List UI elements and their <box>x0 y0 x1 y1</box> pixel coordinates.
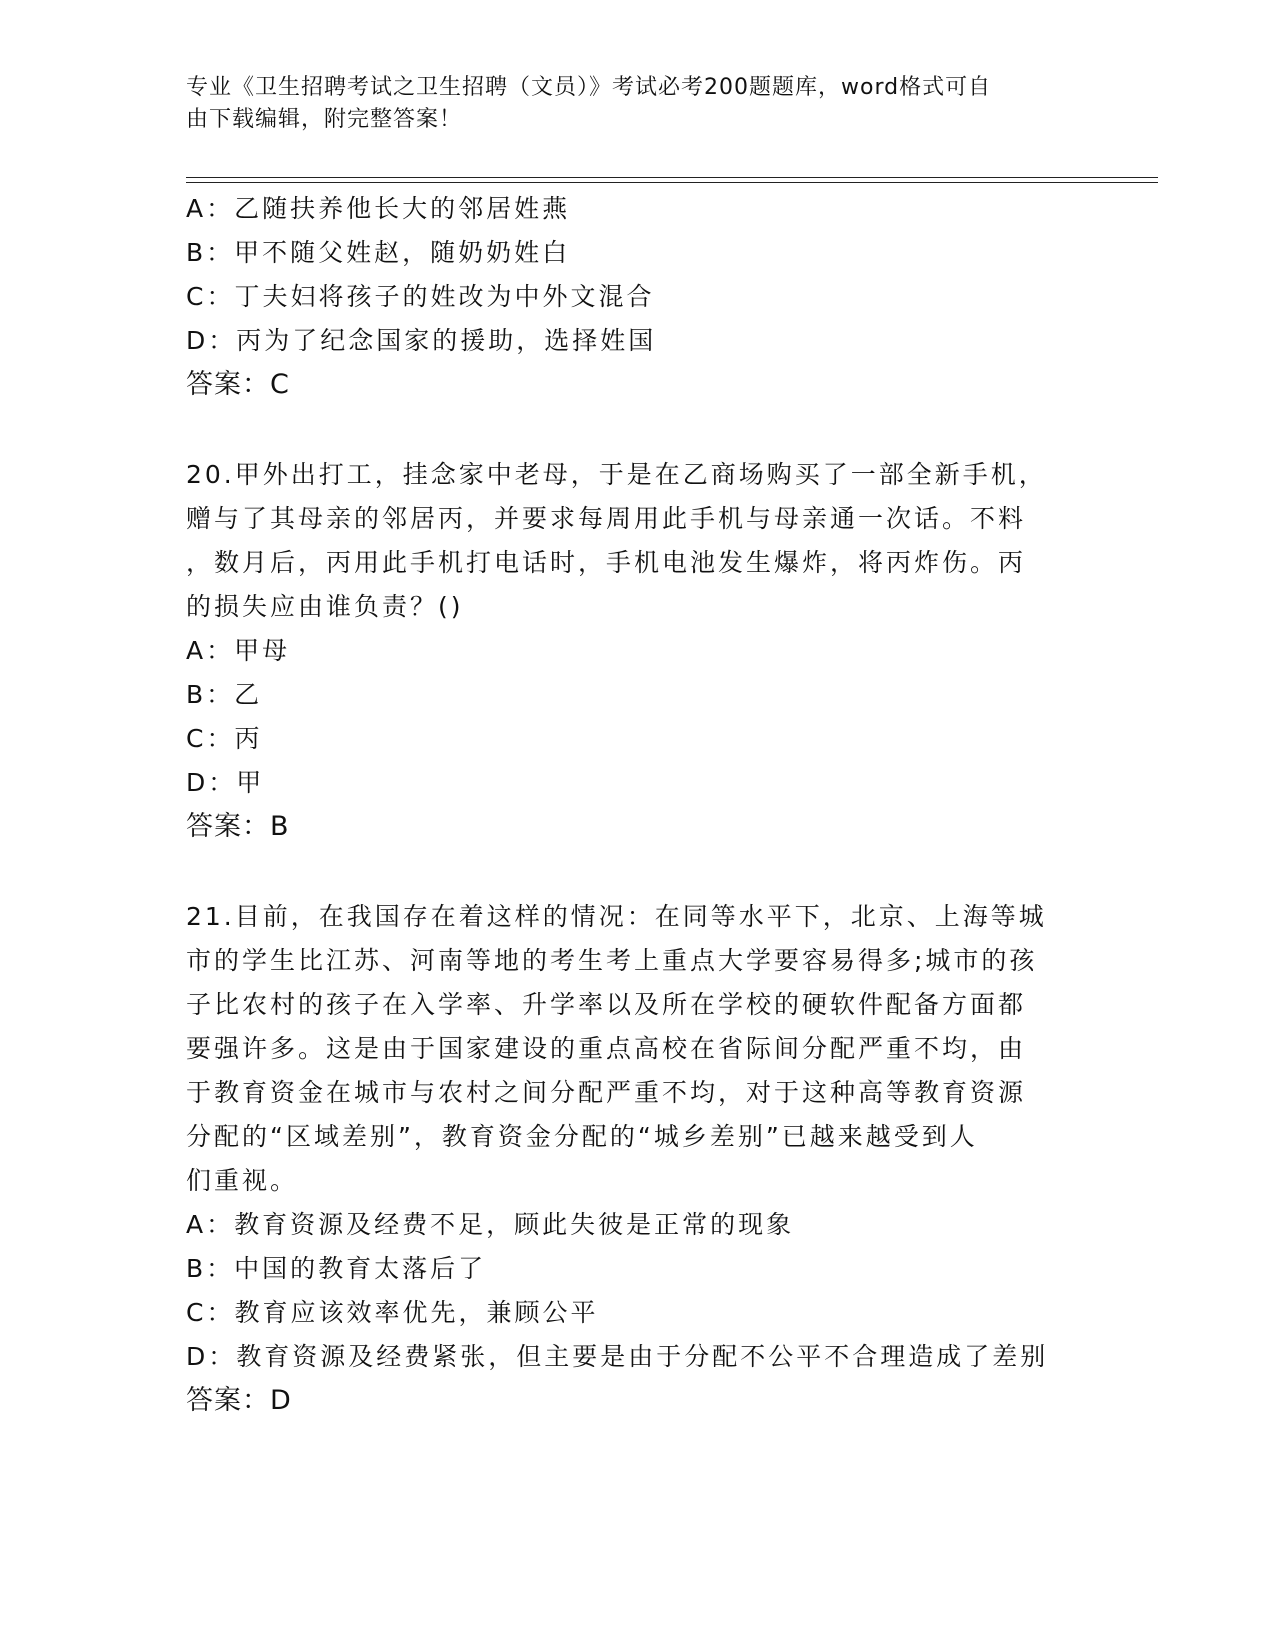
q19-option-b: B：甲不随父姓赵，随奶奶姓白 <box>186 238 571 267</box>
q20-answer: 答案：B <box>186 811 290 842</box>
q21-text-line-5: 于教育资金在城市与农村之间分配严重不均，对于这种高等教育资源 <box>186 1078 1027 1107</box>
q19-option-a: A：乙随扶养他长大的邻居姓燕 <box>186 194 571 223</box>
q19-option-c: C：丁夫妇将孩子的姓改为中外文混合 <box>186 282 655 311</box>
q21-text-line-2: 市的学生比江苏、河南等地的考生考上重点大学要容易得多;城市的孩 <box>186 946 1038 975</box>
q21-option-a: A：教育资源及经费不足，顾此失彼是正常的现象 <box>186 1210 795 1239</box>
q20-text-line-1: 20.甲外出打工，挂念家中老母，于是在乙商场购买了一部全新手机， <box>186 460 1047 489</box>
header-divider-bottom <box>186 182 1158 183</box>
q20-text-line-3: ，数月后，丙用此手机打电话时，手机电池发生爆炸，将丙炸伤。丙 <box>186 548 1027 577</box>
q21-text-line-4: 要强许多。这是由于国家建设的重点高校在省际间分配严重不均，由 <box>186 1034 1027 1063</box>
q20-text-line-4: 的损失应由谁负责？() <box>186 592 464 621</box>
q21-text-line-7: 们重视。 <box>186 1166 299 1195</box>
q21-option-d: D：教育资源及经费紧张，但主要是由于分配不公平不合理造成了差别 <box>186 1342 1049 1371</box>
document-header <box>186 72 1066 136</box>
q19-option-d: D：丙为了纪念国家的援助，选择姓国 <box>186 326 657 355</box>
q20-text-line-2: 赠与了其母亲的邻居丙，并要求每周用此手机与母亲通一次话。不料 <box>186 504 1027 533</box>
q21-option-b: B：中国的教育太落后了 <box>186 1254 487 1283</box>
q21-answer: 答案：D <box>186 1385 292 1416</box>
q21-text-line-1: 21.目前，在我国存在着这样的情况：在同等水平下，北京、上海等城 <box>186 902 1047 931</box>
header-line-1: 专业《卫生招聘考试之卫生招聘（文员）》考试必考200题题库，word格式可自 <box>186 75 992 100</box>
header-divider-top <box>186 177 1158 178</box>
header-line-2: 由下载编辑，附完整答案！ <box>186 107 463 132</box>
q21-text-line-3: 子比农村的孩子在入学率、升学率以及所在学校的硬软件配备方面都 <box>186 990 1027 1019</box>
q20-option-d: D：甲 <box>186 768 265 797</box>
q21-option-c: C：教育应该效率优先，兼顾公平 <box>186 1298 599 1327</box>
q20-option-b: B：乙 <box>186 680 263 709</box>
q20-option-c: C：丙 <box>186 724 263 753</box>
q20-option-a: A：甲母 <box>186 636 291 665</box>
q19-answer: 答案：C <box>186 369 290 400</box>
q21-text-line-6: 分配的“区域差别”，教育资金分配的“城乡差别”已越来越受到人 <box>186 1122 978 1151</box>
